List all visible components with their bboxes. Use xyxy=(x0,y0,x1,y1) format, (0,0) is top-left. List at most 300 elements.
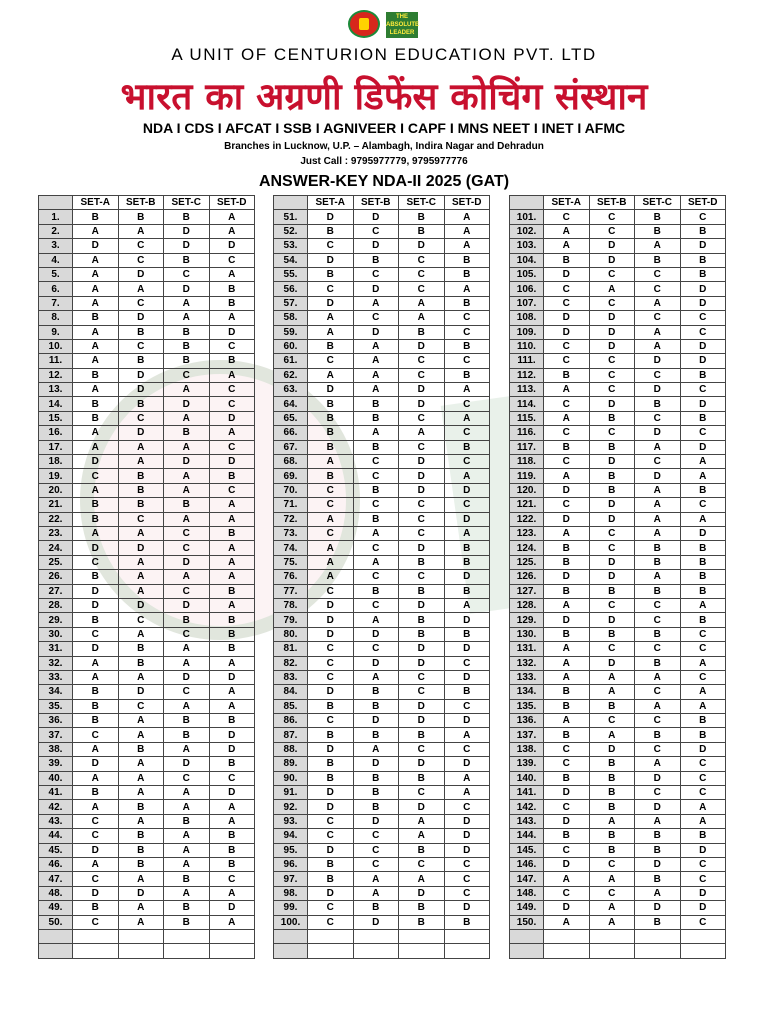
question-number: 94. xyxy=(274,829,308,843)
question-number: 3. xyxy=(39,239,73,253)
answer-cell: B xyxy=(308,440,354,454)
answer-cell: B xyxy=(118,857,164,871)
answer-cell: D xyxy=(73,455,119,469)
answer-cell: C xyxy=(118,613,164,627)
answer-cell: B xyxy=(635,829,681,843)
answer-cell: B xyxy=(544,685,590,699)
empty-row xyxy=(510,944,726,958)
header-row xyxy=(510,196,726,210)
table-row xyxy=(39,541,255,555)
question-number: 72. xyxy=(274,512,308,526)
answer-cell: A xyxy=(635,886,681,900)
answer-cell: A xyxy=(164,512,210,526)
table-row xyxy=(510,757,726,771)
empty-cell xyxy=(510,929,544,943)
answer-cell: D xyxy=(444,757,490,771)
question-number: 66. xyxy=(274,426,308,440)
question-number: 114. xyxy=(510,397,544,411)
answer-cell: B xyxy=(73,397,119,411)
answer-cell: A xyxy=(589,872,635,886)
answer-cell: A xyxy=(353,526,399,540)
answer-cell: D xyxy=(308,800,354,814)
answer-cell: A xyxy=(589,685,635,699)
answer-cell: C xyxy=(680,670,726,684)
branches-line: Branches in Lucknow, U.P. – Alambagh, Indira Nagar and Dehradun xyxy=(224,141,544,152)
answer-cell: C xyxy=(444,311,490,325)
answer-cell: C xyxy=(544,742,590,756)
question-number: 6. xyxy=(39,282,73,296)
answer-cell: A xyxy=(118,714,164,728)
answer-cell: A xyxy=(73,325,119,339)
table-row xyxy=(39,699,255,713)
table-row xyxy=(510,267,726,281)
answer-cell: D xyxy=(680,843,726,857)
table-row xyxy=(39,901,255,915)
answer-cell: D xyxy=(589,339,635,353)
answer-cell: A xyxy=(399,426,445,440)
question-number: 65. xyxy=(274,411,308,425)
answer-cell: B xyxy=(164,253,210,267)
answer-cell: A xyxy=(164,570,210,584)
answer-cell: C xyxy=(589,886,635,900)
answer-cell: C xyxy=(444,872,490,886)
answer-cell: A xyxy=(353,296,399,310)
answer-cell: D xyxy=(399,339,445,353)
question-number: 122. xyxy=(510,512,544,526)
answer-cell: C xyxy=(444,656,490,670)
table-row xyxy=(510,440,726,454)
answer-cell: B xyxy=(589,627,635,641)
answer-cell: B xyxy=(680,555,726,569)
question-number: 136. xyxy=(510,714,544,728)
table-row xyxy=(274,368,490,382)
question-number: 28. xyxy=(39,598,73,612)
empty-cell xyxy=(308,944,354,958)
answer-cell: C xyxy=(589,224,635,238)
table-row xyxy=(510,728,726,742)
answer-cell: D xyxy=(635,426,681,440)
answer-cell: B xyxy=(399,210,445,224)
answer-cell: D xyxy=(118,383,164,397)
answer-cell: B xyxy=(353,411,399,425)
empty-cell xyxy=(73,944,119,958)
answer-cell: B xyxy=(73,498,119,512)
answer-cell: D xyxy=(544,786,590,800)
answer-cell: C xyxy=(399,685,445,699)
answer-cell: A xyxy=(444,210,490,224)
table-row xyxy=(510,857,726,871)
table-row xyxy=(274,857,490,871)
contact-line: Just Call : 9795977779, 9795977776 xyxy=(300,156,468,167)
set-header: SET-D xyxy=(680,196,726,210)
answer-cell: B xyxy=(680,584,726,598)
answer-table-2 xyxy=(273,195,490,959)
answer-cell: C xyxy=(444,800,490,814)
table-row xyxy=(39,339,255,353)
table-row xyxy=(39,642,255,656)
answer-cell: B xyxy=(164,426,210,440)
answer-cell: B xyxy=(73,699,119,713)
question-number: 141. xyxy=(510,786,544,800)
answer-cell: C xyxy=(399,354,445,368)
answer-cell: D xyxy=(118,426,164,440)
table-row xyxy=(274,354,490,368)
answer-cell: A xyxy=(444,786,490,800)
answer-cell: A xyxy=(118,814,164,828)
table-row xyxy=(39,282,255,296)
table-row xyxy=(274,800,490,814)
answer-cell: A xyxy=(209,598,255,612)
question-number: 23. xyxy=(39,526,73,540)
answer-cell: C xyxy=(118,253,164,267)
table-row xyxy=(510,714,726,728)
table-row xyxy=(274,915,490,929)
answer-cell: B xyxy=(680,714,726,728)
table-row xyxy=(510,354,726,368)
answer-cell: C xyxy=(73,728,119,742)
question-number: 45. xyxy=(39,843,73,857)
answer-cell: B xyxy=(635,253,681,267)
answer-cell: B xyxy=(209,469,255,483)
answer-cell: D xyxy=(680,282,726,296)
table-row xyxy=(274,627,490,641)
answer-cell: D xyxy=(353,714,399,728)
question-number: 73. xyxy=(274,526,308,540)
answer-cell: B xyxy=(308,426,354,440)
table-row xyxy=(510,282,726,296)
answer-cell: A xyxy=(209,224,255,238)
question-number: 42. xyxy=(39,800,73,814)
table-row xyxy=(274,426,490,440)
answer-cell: C xyxy=(308,354,354,368)
answer-cell: A xyxy=(118,915,164,929)
answer-cell: C xyxy=(680,857,726,871)
answer-cell: D xyxy=(353,656,399,670)
table-row xyxy=(274,440,490,454)
answer-cell: C xyxy=(635,613,681,627)
question-number: 133. xyxy=(510,670,544,684)
empty-cell xyxy=(544,929,590,943)
answer-cell: C xyxy=(399,670,445,684)
answer-cell: D xyxy=(444,512,490,526)
answer-cell: A xyxy=(353,613,399,627)
answer-cell: C xyxy=(399,742,445,756)
answer-cell: C xyxy=(308,584,354,598)
answer-cell: C xyxy=(589,267,635,281)
table-row xyxy=(510,670,726,684)
answer-cell: D xyxy=(308,843,354,857)
answer-cell: B xyxy=(444,296,490,310)
answer-cell: B xyxy=(209,642,255,656)
answer-cell: B xyxy=(635,210,681,224)
answer-cell: A xyxy=(73,440,119,454)
question-number: 5. xyxy=(39,267,73,281)
table-row xyxy=(39,483,255,497)
answer-cell: B xyxy=(353,699,399,713)
answer-cell: D xyxy=(118,685,164,699)
answer-cell: D xyxy=(353,282,399,296)
table-row xyxy=(510,498,726,512)
answer-cell: C xyxy=(589,368,635,382)
answer-cell: B xyxy=(589,483,635,497)
answer-cell: C xyxy=(589,354,635,368)
empty-cell xyxy=(353,944,399,958)
answer-cell: A xyxy=(444,598,490,612)
answer-cell: A xyxy=(164,800,210,814)
answer-cell: D xyxy=(164,224,210,238)
answer-cell: B xyxy=(209,857,255,871)
table-row xyxy=(274,383,490,397)
question-number: 110. xyxy=(510,339,544,353)
table-row xyxy=(39,296,255,310)
answer-cell: D xyxy=(544,857,590,871)
answer-cell: C xyxy=(353,469,399,483)
answer-cell: A xyxy=(118,440,164,454)
table-row xyxy=(39,210,255,224)
answer-cell: B xyxy=(399,584,445,598)
answer-cell: B xyxy=(589,699,635,713)
answer-cell: A xyxy=(444,771,490,785)
question-number: 57. xyxy=(274,296,308,310)
set-header: SET-A xyxy=(308,196,354,210)
answer-cell: D xyxy=(73,642,119,656)
question-number: 48. xyxy=(39,886,73,900)
table-row xyxy=(510,656,726,670)
answer-cell: D xyxy=(635,901,681,915)
answer-cell: C xyxy=(399,526,445,540)
table-row xyxy=(510,814,726,828)
question-number: 105. xyxy=(510,267,544,281)
table-row xyxy=(39,714,255,728)
answer-cell: C xyxy=(353,843,399,857)
answer-cell: D xyxy=(589,397,635,411)
answer-cell: D xyxy=(544,814,590,828)
answer-cell: B xyxy=(73,210,119,224)
answer-cell: B xyxy=(589,584,635,598)
answer-cell: A xyxy=(118,224,164,238)
table-row xyxy=(274,699,490,713)
answer-cell: B xyxy=(164,339,210,353)
answer-cell: D xyxy=(544,570,590,584)
question-number: 68. xyxy=(274,455,308,469)
answer-cell: D xyxy=(209,742,255,756)
table-row xyxy=(39,325,255,339)
answer-cell: D xyxy=(308,598,354,612)
table-row xyxy=(510,541,726,555)
answer-cell: C xyxy=(589,383,635,397)
answer-cell: A xyxy=(164,857,210,871)
table-row xyxy=(39,613,255,627)
answer-cell: A xyxy=(73,742,119,756)
answer-cell: C xyxy=(680,872,726,886)
answer-cell: B xyxy=(118,498,164,512)
empty-cell xyxy=(635,929,681,943)
answer-cell: A xyxy=(635,526,681,540)
answer-cell: B xyxy=(308,771,354,785)
answer-cell: D xyxy=(399,383,445,397)
question-number: 87. xyxy=(274,728,308,742)
question-number: 20. xyxy=(39,483,73,497)
table-row xyxy=(39,555,255,569)
answer-cell: C xyxy=(118,512,164,526)
answer-cell: B xyxy=(118,483,164,497)
answer-cell: C xyxy=(589,598,635,612)
question-number: 140. xyxy=(510,771,544,785)
question-number: 40. xyxy=(39,771,73,785)
answer-cell: A xyxy=(164,699,210,713)
logo-wordmark: THE ABSOLUTE LEADER xyxy=(386,14,419,36)
answer-cell: A xyxy=(589,814,635,828)
question-number: 109. xyxy=(510,325,544,339)
answer-cell: A xyxy=(209,267,255,281)
answer-cell: D xyxy=(589,555,635,569)
answer-cell: C xyxy=(308,656,354,670)
table-row xyxy=(510,512,726,526)
answer-cell: C xyxy=(589,642,635,656)
answer-cell: A xyxy=(118,555,164,569)
answer-cell: B xyxy=(544,253,590,267)
table-row xyxy=(39,598,255,612)
answer-cell: C xyxy=(680,426,726,440)
question-number: 139. xyxy=(510,757,544,771)
answer-cell: B xyxy=(353,397,399,411)
question-number: 50. xyxy=(39,915,73,929)
answer-cell: C xyxy=(308,498,354,512)
table-row xyxy=(39,670,255,684)
answer-cell: B xyxy=(544,829,590,843)
table-row xyxy=(510,598,726,612)
answer-cell: A xyxy=(118,526,164,540)
answer-cell: A xyxy=(308,368,354,382)
answer-cell: B xyxy=(308,397,354,411)
question-number: 145. xyxy=(510,843,544,857)
question-number: 130. xyxy=(510,627,544,641)
question-number: 13. xyxy=(39,383,73,397)
answer-cell: D xyxy=(589,512,635,526)
answer-cell: D xyxy=(635,354,681,368)
answer-cell: B xyxy=(209,843,255,857)
answer-cell: A xyxy=(353,670,399,684)
answer-cell: C xyxy=(444,354,490,368)
answer-cell: B xyxy=(589,786,635,800)
question-number: 81. xyxy=(274,642,308,656)
question-number: 58. xyxy=(274,311,308,325)
answer-cell: A xyxy=(164,440,210,454)
answer-cell: A xyxy=(635,483,681,497)
answer-cell: A xyxy=(118,627,164,641)
answer-cell: A xyxy=(118,282,164,296)
answer-cell: B xyxy=(635,397,681,411)
answer-cell: D xyxy=(353,210,399,224)
empty-cell xyxy=(209,929,255,943)
answer-cell: B xyxy=(399,555,445,569)
table-row xyxy=(510,800,726,814)
answer-cell: B xyxy=(118,210,164,224)
question-number: 86. xyxy=(274,714,308,728)
answer-cell: A xyxy=(73,857,119,871)
empty-row xyxy=(274,944,490,958)
answer-cell: D xyxy=(209,325,255,339)
question-number: 100. xyxy=(274,915,308,929)
answer-cell: C xyxy=(399,253,445,267)
answer-cell: C xyxy=(399,282,445,296)
answer-cell: A xyxy=(544,526,590,540)
table-row xyxy=(39,685,255,699)
answer-cell: C xyxy=(680,627,726,641)
table-row xyxy=(510,239,726,253)
answer-cell: A xyxy=(209,555,255,569)
answer-cell: C xyxy=(308,642,354,656)
answer-cell: C xyxy=(680,786,726,800)
table-row xyxy=(39,843,255,857)
answer-cell: D xyxy=(118,598,164,612)
answer-cell: B xyxy=(589,800,635,814)
answer-cell: A xyxy=(589,670,635,684)
answer-cell: A xyxy=(544,598,590,612)
answer-cell: D xyxy=(399,714,445,728)
question-number: 43. xyxy=(39,814,73,828)
answer-cell: A xyxy=(164,311,210,325)
answer-cell: C xyxy=(164,771,210,785)
table-row xyxy=(39,771,255,785)
table-row xyxy=(510,872,726,886)
answer-cell: B xyxy=(635,843,681,857)
table-row xyxy=(274,786,490,800)
question-number: 102. xyxy=(510,224,544,238)
answer-cell: C xyxy=(544,843,590,857)
answer-cell: C xyxy=(353,642,399,656)
answer-cell: C xyxy=(589,296,635,310)
answer-cell: A xyxy=(73,339,119,353)
answer-cell: C xyxy=(589,541,635,555)
answer-cell: C xyxy=(164,526,210,540)
answer-cell: B xyxy=(589,757,635,771)
answer-cell: D xyxy=(589,311,635,325)
answer-cell: A xyxy=(444,411,490,425)
answer-cell: B xyxy=(589,771,635,785)
empty-cell xyxy=(164,944,210,958)
answer-cell: B xyxy=(73,411,119,425)
answer-cell: D xyxy=(73,598,119,612)
answer-cell: D xyxy=(399,886,445,900)
set-header: SET-A xyxy=(544,196,590,210)
table-row xyxy=(274,253,490,267)
answer-cell: A xyxy=(164,296,210,310)
answer-cell: B xyxy=(353,512,399,526)
answer-cell: A xyxy=(353,555,399,569)
answer-cell: A xyxy=(680,656,726,670)
table-row xyxy=(274,325,490,339)
answer-cell: B xyxy=(635,627,681,641)
answer-cell: D xyxy=(209,670,255,684)
question-number: 37. xyxy=(39,728,73,742)
answer-cell: C xyxy=(353,541,399,555)
question-number: 49. xyxy=(39,901,73,915)
table-row xyxy=(274,483,490,497)
answer-cell: D xyxy=(308,685,354,699)
answer-cell: A xyxy=(444,728,490,742)
question-number: 14. xyxy=(39,397,73,411)
question-number: 96. xyxy=(274,857,308,871)
question-number: 19. xyxy=(39,469,73,483)
answer-cell: B xyxy=(635,584,681,598)
answer-cell: A xyxy=(680,469,726,483)
answer-cell: D xyxy=(164,598,210,612)
table-row xyxy=(39,786,255,800)
answer-cell: B xyxy=(209,526,255,540)
table-row xyxy=(274,584,490,598)
question-number: 75. xyxy=(274,555,308,569)
